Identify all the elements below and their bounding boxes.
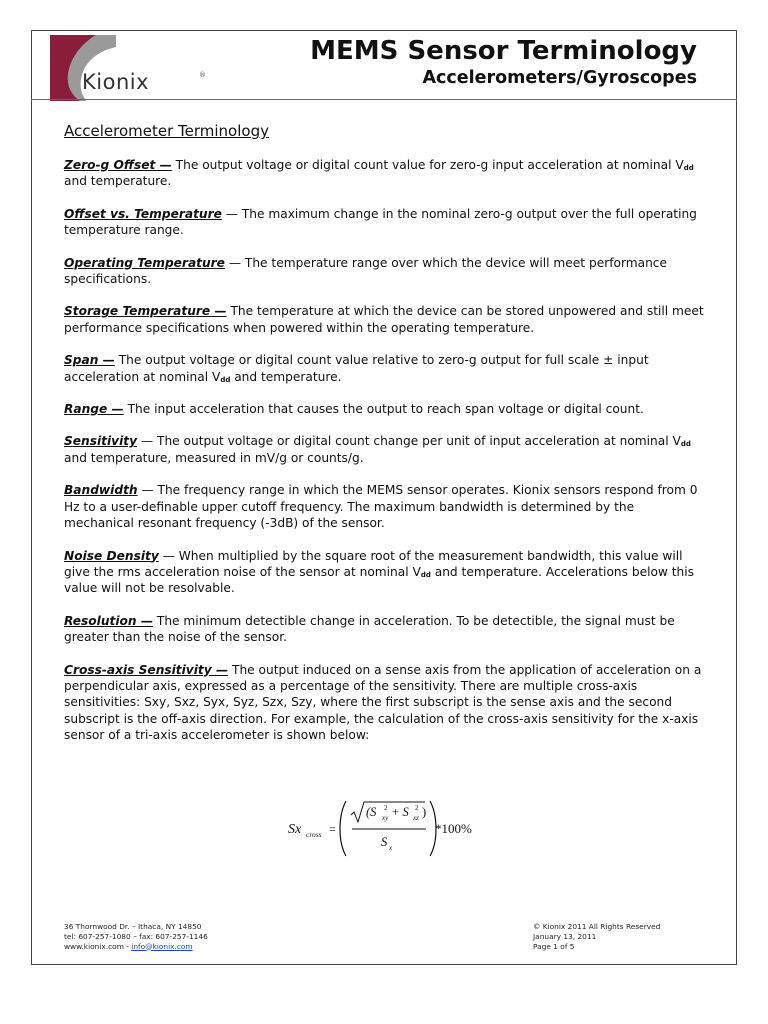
subscript-dd: dd bbox=[220, 375, 231, 384]
subscript-dd: dd bbox=[680, 440, 691, 449]
definition-span bbox=[64, 352, 704, 385]
formula-superscript-1: 2 bbox=[384, 804, 388, 812]
definition-text: — The output voltage or digital count change per unit of input acceleration at nominal V bbox=[137, 434, 681, 449]
term-label: Bandwidth bbox=[64, 483, 138, 498]
definition-text: The output induced on a sense axis from the application of acceleration on a perpendicular axis, expressed as a percentage of the sensitivity. There are multiple cross-axis sensitivities: Sxy, Sxz, Syx, Syz, Szx, Szy, where the first subscript is the sense axis and the second subscript is the off-axis direction. For example, the calculation of the cross-axis sensitivity for the x-axis sensor of a tri-axis accelerometer is shown below: bbox=[64, 662, 702, 743]
footer-website[interactable]: www.kionix.com bbox=[64, 941, 124, 951]
logo-registered-mark: ® bbox=[199, 71, 206, 79]
footer-copyright: © Kionix 2011 All Rights Reserved bbox=[533, 922, 661, 931]
page-title: MEMS Sensor Terminology bbox=[310, 36, 697, 66]
term-label: Zero-g Offset — bbox=[64, 158, 172, 172]
definition-text-cont: and temperature. bbox=[230, 369, 342, 384]
definition-text: — The maximum change in the nominal zero-g output over the full operating temperature range. bbox=[64, 206, 697, 238]
formula-denominator-subscript: x bbox=[389, 844, 393, 852]
footer-page-number: Page 1 of 5 bbox=[533, 941, 575, 951]
subscript-dd: dd bbox=[420, 570, 431, 579]
definition-text: — The temperature range over which the device will meet performance specifications. bbox=[64, 255, 668, 287]
formula-superscript-2: 2 bbox=[415, 804, 419, 812]
term-label: Resolution — bbox=[64, 613, 154, 628]
definition-bandwidth bbox=[64, 482, 704, 531]
definition-zero-g-offset bbox=[64, 157, 704, 190]
footer-contact bbox=[64, 922, 208, 951]
document-body bbox=[64, 121, 704, 760]
definition-text: The output voltage or digital count value relative to zero-g output for full scale ± input acceleration at nominal V bbox=[64, 353, 649, 384]
definition-text-cont: and temperature. Accelerations below this value will not be resolvable. bbox=[64, 564, 695, 596]
definition-text-cont: and temperature. bbox=[64, 174, 172, 189]
definition-text: The output voltage or digital count value for zero-g input acceleration at nominal V bbox=[171, 158, 684, 172]
definition-text-cont: and temperature, measured in mV/g or counts/g. bbox=[64, 450, 364, 465]
formula-numerator-open: (S bbox=[366, 805, 377, 819]
definition-text: The minimum detectible change in acceleration. To be detectible, the signal must be greater than the noise of the sensor. bbox=[64, 613, 675, 645]
formula-multiplier: *100% bbox=[435, 821, 472, 836]
definition-sensitivity bbox=[64, 433, 704, 466]
formula-plus-term: + S bbox=[391, 805, 409, 819]
definition-range bbox=[64, 401, 704, 417]
cross-axis-formula bbox=[288, 798, 488, 860]
definition-text: — The frequency range in which the MEMS sensor operates. Kionix sensors respond from 0 Hz to a user-definable upper cutoff frequency. The maximum bandwidth is determined by the mechanical resonant frequency (-3dB) of the sensor. bbox=[64, 483, 698, 531]
footer-phone: tel: 607-257-1080 – fax: 607-257-1146 bbox=[64, 931, 208, 941]
page-subtitle: Accelerometers/Gyroscopes bbox=[422, 68, 697, 88]
header-divider bbox=[31, 99, 737, 100]
formula-equals: = bbox=[329, 822, 336, 836]
definition-noise-density bbox=[64, 548, 704, 597]
term-label: Sensitivity bbox=[64, 434, 138, 449]
term-label: Offset vs. Temperature bbox=[64, 206, 222, 221]
term-label: Operating Temperature bbox=[64, 255, 225, 270]
formula-subscript-xy: xy bbox=[382, 814, 389, 822]
formula-lhs: Sx bbox=[288, 822, 302, 837]
definition-operating-temperature bbox=[64, 255, 704, 288]
definition-text: The temperature at which the device can be stored unpowered and still meet performance specifications when powered within the operating temperature. bbox=[64, 304, 704, 335]
definition-cross-axis-sensitivity bbox=[64, 662, 704, 744]
formula-subscript-xz: xz bbox=[413, 814, 419, 822]
footer-meta bbox=[533, 922, 660, 951]
footer-date: January 13, 2011 bbox=[533, 931, 597, 941]
formula-lhs-subscript: cross bbox=[306, 830, 322, 839]
definition-text: — When multiplied by the square root of the measurement bandwidth, this value will give the rms acceleration noise of the sensor at nominal V bbox=[64, 548, 683, 579]
term-label: Storage Temperature — bbox=[64, 304, 227, 319]
section-heading: Accelerometer Terminology bbox=[64, 122, 269, 140]
definition-text: The input acceleration that causes the output to reach span voltage or digital count. bbox=[123, 402, 644, 417]
definition-offset-vs-temperature bbox=[64, 206, 704, 239]
formula-denominator: S bbox=[381, 835, 388, 849]
definition-resolution bbox=[64, 613, 704, 646]
footer-separator: - bbox=[123, 941, 132, 951]
logo-wordmark: Kionix bbox=[82, 70, 150, 94]
footer-email-link[interactable]: info@kionix.com bbox=[131, 941, 193, 951]
footer-address: 36 Thornwood Dr. – Ithaca, NY 14850 bbox=[64, 922, 202, 931]
footer-web-line bbox=[64, 942, 208, 952]
subscript-dd: dd bbox=[683, 164, 694, 172]
term-label: Cross-axis Sensitivity — bbox=[64, 662, 229, 677]
term-label: Span — bbox=[64, 353, 115, 368]
term-label: Noise Density bbox=[64, 548, 159, 563]
formula-numerator-close: ) bbox=[422, 805, 427, 819]
term-label: Range — bbox=[64, 402, 124, 417]
definition-storage-temperature bbox=[64, 303, 704, 336]
